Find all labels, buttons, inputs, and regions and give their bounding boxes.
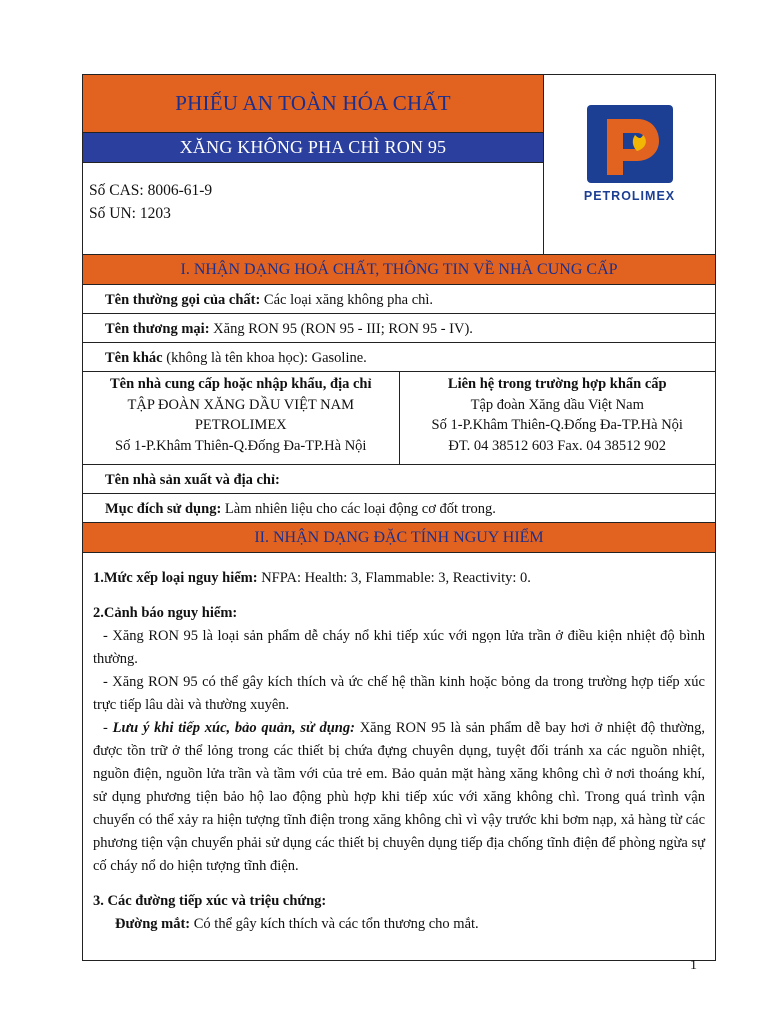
section1-heading: I. NHẬN DẠNG HOÁ CHẤT, THÔNG TIN VỀ NHÀ CUNG CẤP [83,255,715,285]
emergency-cell [400,372,716,464]
section2-heading: II. NHẬN DẠNG ĐẶC TÍNH NGUY HIỂM [83,523,715,553]
supplier-address: Số 1-P.Khâm Thiên-Q.Đống Đa-TP.Hà Nội [115,437,367,454]
other-name-value: (không là tên khoa học): Gasoline. [162,350,367,366]
purpose-label: Mục đích sử dụng: [105,501,222,517]
other-name-row [83,343,715,372]
exposure-heading [93,890,705,913]
cas-number: Số CAS: 8006-61-9 [89,182,213,199]
product-title: XĂNG KHÔNG PHA CHÌ RON 95 [83,133,543,163]
hazard-classification-label: 1.Mức xếp loại nguy hiểm: [93,570,258,586]
emergency-heading: Liên hệ trong trường hợp khẩn cấp [447,376,667,392]
common-name-row [83,285,715,314]
eye-exposure-value: Có thể gây kích thích và các tổn thương cho mắt. [190,916,479,932]
eye-exposure-label: Đường mắt: [115,916,191,932]
supplier-line: PETROLIMEX [194,417,287,433]
hazard-warning-heading [93,602,705,625]
manufacturer-label: Tên nhà sản xuất và địa chỉ: [105,472,280,488]
trade-name-value: Xăng RON 95 (RON 95 - III; RON 95 - IV). [209,321,473,337]
handling-text: Xăng RON 95 là sản phẩm dễ bay hơi ở nhiệt độ thường, được tồn trữ ở thể lỏng trong các thiết bị chứa đựng chuyên dụng, tuyệt đối tránh xa các nguồn nhiệt, nguồn điện, nguồn lửa trần và tầm với của trẻ em. Bảo quản mặt hàng xăng không chì ở nơi thoáng khí, sử dụng phương tiện bảo hộ lao động phù hợp khi tiếp xúc với xăng không chì. Trong quá trình vận chuyển có thể xảy ra hiện tượng tĩnh điện trong xăng không chì vì vậy trước khi bơm nạp, xả hàng từ các phương tiện vận chuyển phải sử dụng các thiết bị chuyên dụng tiếp địa chống tĩnh điện để phòng ngừa sự cố cháy nổ do hiện tượng tĩnh điện. [93,720,705,874]
trade-name-row [83,314,715,343]
supplier-line: TẬP ĐOÀN XĂNG DẦU VIỆT NAM [127,396,354,413]
purpose-value: Làm nhiên liệu cho các loại động cơ đốt trong. [221,501,496,517]
emergency-address: Số 1-P.Khâm Thiên-Q.Đống Đa-TP.Hà Nội [431,417,683,433]
identifiers [83,163,543,225]
header-left [83,75,544,254]
exposure-label: 3. Các đường tiếp xúc và triệu chứng: [93,893,327,909]
sheet-header [83,75,715,255]
manufacturer-row [83,465,715,494]
logo-wordmark: PETROLIMEX [583,189,676,203]
warning-paragraph: - Xăng RON 95 có thể gây kích thích và ức chế hệ thần kinh hoặc bỏng da trong trường hợp tiếp xúc trực tiếp lâu dài và thường xuyên. [93,674,705,713]
supplier-cell [83,372,400,464]
contact-table [83,372,715,465]
trade-name-label: Tên thương mại: [105,321,210,337]
emergency-line: Tập đoàn Xăng dầu Việt Nam [470,396,644,413]
petrolimex-logo-icon [587,105,673,183]
supplier-heading: Tên nhà cung cấp hoặc nhập khẩu, địa chỉ [110,376,372,392]
page-number: 1 [690,958,697,973]
warning-paragraph: - Xăng RON 95 là loại sản phẩm dễ cháy nổ khi tiếp xúc với ngọn lửa trần ở điều kiện nhiệt độ bình thường. [93,628,705,667]
handling-dash: - [103,720,113,736]
common-name-label: Tên thường gọi của chất: [105,292,261,308]
hazard-warning-label: 2.Cảnh báo nguy hiểm: [93,605,238,621]
safety-data-sheet [82,74,716,961]
logo-area [544,75,715,254]
document-title: PHIẾU AN TOÀN HÓA CHẤT [83,75,543,133]
handling-label: Lưu ý khi tiếp xúc, bảo quản, sử dụng: [112,720,355,736]
other-name-label: Tên khác [105,350,163,366]
un-number: Số UN: 1203 [89,205,171,222]
emergency-phone: ĐT. 04 38512 603 Fax. 04 38512 902 [448,437,667,454]
eye-exposure [93,913,705,936]
hazard-body [83,553,715,960]
hazard-classification-value: NFPA: Health: 3, Flammable: 3, Reactivity: 0. [257,570,531,586]
handling-paragraph [93,717,705,878]
purpose-row [83,494,715,523]
common-name-value: Các loại xăng không pha chì. [260,292,434,308]
hazard-classification [93,567,705,590]
